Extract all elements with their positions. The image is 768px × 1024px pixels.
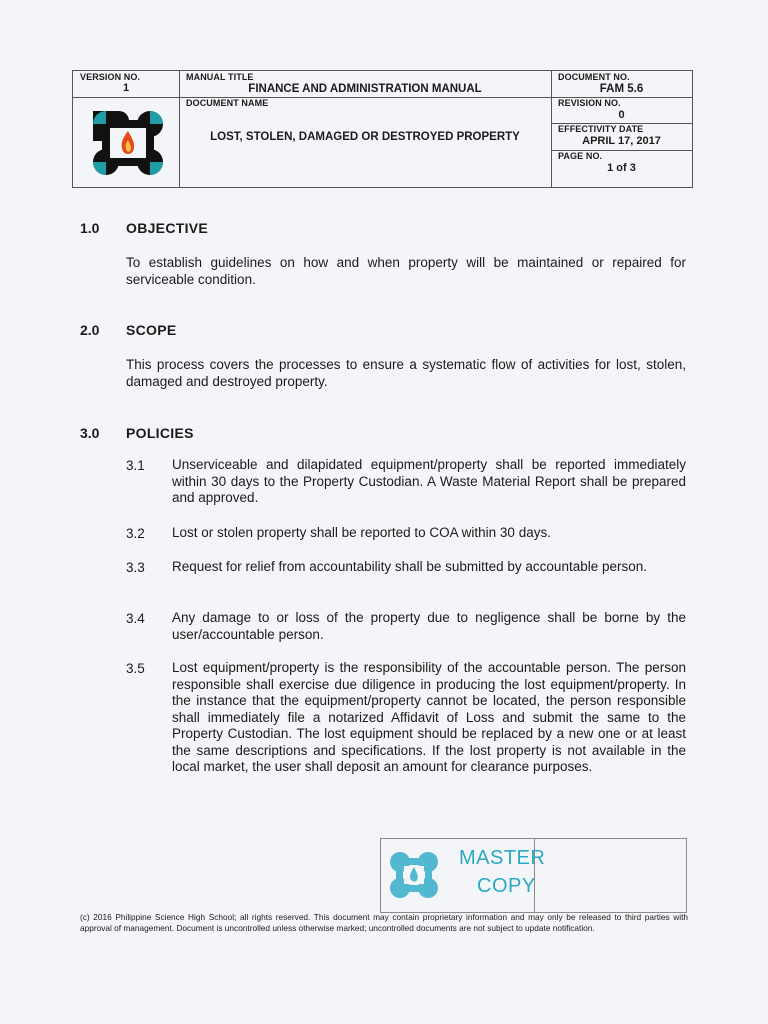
page-label: PAGE NO.: [558, 151, 603, 161]
policy-text: Lost equipment/property is the responsibility of the accountable person. The person responsible shall exercise due diligence in producing the lost equipment/property. In the instance that the equipment/property cannot be located, the person responsible shall immediately file a notarized Affidavit of Loss and submit the same to the Property Custodian. The lost equipment should be replaced by a new one or at least the same descriptions and specifications. If the lost property is not available in the local market, the user shall deposit an amount for clearance purposes.: [172, 660, 686, 774]
master-copy-stamp: [380, 838, 687, 913]
stamp-copy-text: COPY: [477, 875, 536, 897]
version-label: VERSION NO.: [80, 72, 141, 82]
objective-text: To establish guidelines on how and when property will be maintained or repaired for serviceable condition.: [126, 255, 686, 287]
version-value: 1: [122, 82, 130, 94]
manual-title-label: MANUAL TITLE: [186, 72, 254, 82]
policy-text: Lost or stolen property shall be reported to COA within 30 days.: [172, 525, 551, 540]
policy-text: Any damage to or loss of the property due to negligence shall be borne by the user/accountable person.: [172, 610, 686, 642]
stamp-master-text: MASTER: [459, 847, 546, 869]
document-no-value: FAM 5.6: [599, 83, 644, 95]
pshs-logo-icon: [89, 107, 167, 179]
scope-text: This process covers the processes to ensure a systematic flow of activities for lost, stolen, damaged and destroyed property.: [126, 357, 686, 389]
stamp-logo-icon: [387, 849, 441, 901]
revision-value: 0: [618, 109, 625, 121]
document-header-table: [72, 70, 693, 188]
effectivity-value: APRIL 17, 2017: [582, 135, 661, 147]
section-title-scope: SCOPE: [126, 322, 177, 338]
policy-text: Request for relief from accountability shall be submitted by accountable person.: [172, 559, 648, 574]
policy-number: 3.3: [126, 560, 145, 575]
section-number-scope: 2.0: [80, 322, 100, 338]
section-number-policies: 3.0: [80, 425, 100, 441]
section-title-policies: POLICIES: [126, 425, 194, 441]
section-number-objective: 1.0: [80, 220, 100, 236]
copyright-footer: (c) 2016 Philippine Science High School; all rights reserved. This document may contain proprietary information and may only be released to third parties with approval of management. Document is uncontrolled unless otherwise marked; uncontrolled documents are not subject to update notification.: [80, 912, 688, 933]
effectivity-label: EFFECTIVITY DATE: [558, 124, 644, 134]
page-value: 1 of 3: [607, 162, 636, 174]
policy-number: 3.1: [126, 458, 145, 473]
policy-number: 3.5: [126, 661, 145, 676]
revision-label: REVISION NO.: [558, 98, 621, 108]
policy-number: 3.4: [126, 611, 145, 626]
policy-text: Unserviceable and dilapidated equipment/property shall be reported immediately within 30 days to the Property Custodian. A Waste Material Report shall be prepared and approved.: [172, 457, 686, 505]
section-title-objective: OBJECTIVE: [126, 220, 209, 236]
policy-number: 3.2: [126, 526, 145, 541]
document-no-label: DOCUMENT NO.: [558, 72, 630, 82]
document-name-value: LOST, STOLEN, DAMAGED OR DESTROYED PROPERTY: [210, 131, 520, 143]
manual-title-value: FINANCE AND ADMINISTRATION MANUAL: [248, 83, 482, 95]
document-name-label: DOCUMENT NAME: [186, 98, 269, 108]
